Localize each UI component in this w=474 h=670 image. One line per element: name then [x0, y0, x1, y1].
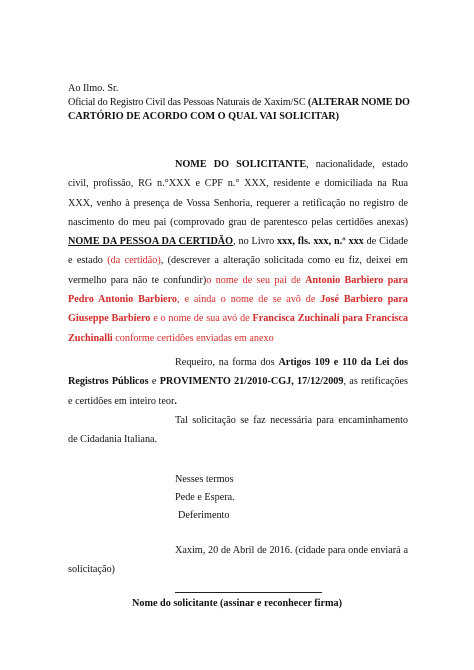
legal-basis-paragraph — [68, 353, 408, 411]
city-state: de Cidade e estado — [68, 236, 408, 267]
purpose-paragraph: Tal solicitação se faz necessária para encaminhamento de Cidadania Italiana. — [68, 415, 408, 446]
request-intro: Requeiro, na forma dos — [175, 357, 279, 368]
law-articles: Artigos 109 e 110 da Lei dos Registros Públicos — [68, 357, 409, 388]
change-text-2: , e ainda o nome de se avô de — [177, 294, 321, 306]
final-period: . — [174, 395, 177, 407]
request-outro: , as retificações e certidões em inteiro teor — [68, 376, 408, 407]
salutation: Ao Ilmo. Sr. — [68, 83, 119, 94]
book-prefix: , no Livro — [233, 236, 278, 248]
addressee-line-1 — [68, 96, 410, 110]
certificate-person-name: NOME DA PESSOA DA CERTIDÃO — [68, 236, 234, 248]
closing-line-1: Nesses termos — [175, 474, 234, 485]
signature-label: Nome do solicitante (assinar e reconhecer firma) — [132, 598, 342, 609]
attachments-note: conforme certidões enviadas em anexo — [112, 332, 274, 344]
request-paragraph — [68, 155, 408, 348]
applicant-name: NOME DO SOLICITANTE — [175, 159, 307, 170]
father-name-change: Antonio Barbiero para Pedro Antonio Barbiero — [68, 274, 408, 306]
book-reference: xxx, fls. xxx, n.º xxx — [277, 236, 364, 248]
addressee-line-2: CARTÓRIO DE ACORDO COM O QUAL VAI SOLICITAR) — [68, 111, 340, 122]
certificate-note: (da certidão) — [107, 255, 161, 267]
provision-reference: PROVIMENTO 21/2010-CGJ, 17/12/2009 — [159, 376, 344, 388]
change-text-1: o nome de seu pai de — [206, 274, 306, 286]
signature-line — [175, 592, 322, 593]
addressee-instruction: (ALTERAR NOME DO — [307, 97, 410, 108]
grandfather-name-change: José Barbiero para Giuseppe Barbiero — [68, 294, 408, 325]
date-line: Xaxim, 20 de Abril de 2016. (cidade para onde enviará a solicitação) — [68, 545, 408, 576]
closing-line-2: Pede e Espera. — [175, 492, 235, 503]
conjunction: e — [148, 376, 160, 388]
instruction-note: , (descrever a alteração solicitada como eu fiz, deixei em vermelho para não te confundir) — [68, 255, 408, 286]
closing-line-3: Deferimento — [178, 510, 230, 521]
change-text-3: e o nome de sua avó de — [150, 313, 253, 325]
grandmother-name-change: Francisca Zuchinali para Francisca Zuchinalli — [68, 313, 408, 344]
applicant-details: , nacionalidade, estado civil, profissão, RG n.°XXX e CPF n.° XXX, residente e domiciliada na Rua XXX, venho à presença de Vossa Senhoria, requerer a retificação no registro de nascimento do meu pai (comprovado grau de parentesco pelas certidões anexas) — [68, 159, 408, 228]
addressee-text: Oficial do Registro Civil das Pessoas Naturais de Xaxim/SC — [68, 97, 308, 108]
